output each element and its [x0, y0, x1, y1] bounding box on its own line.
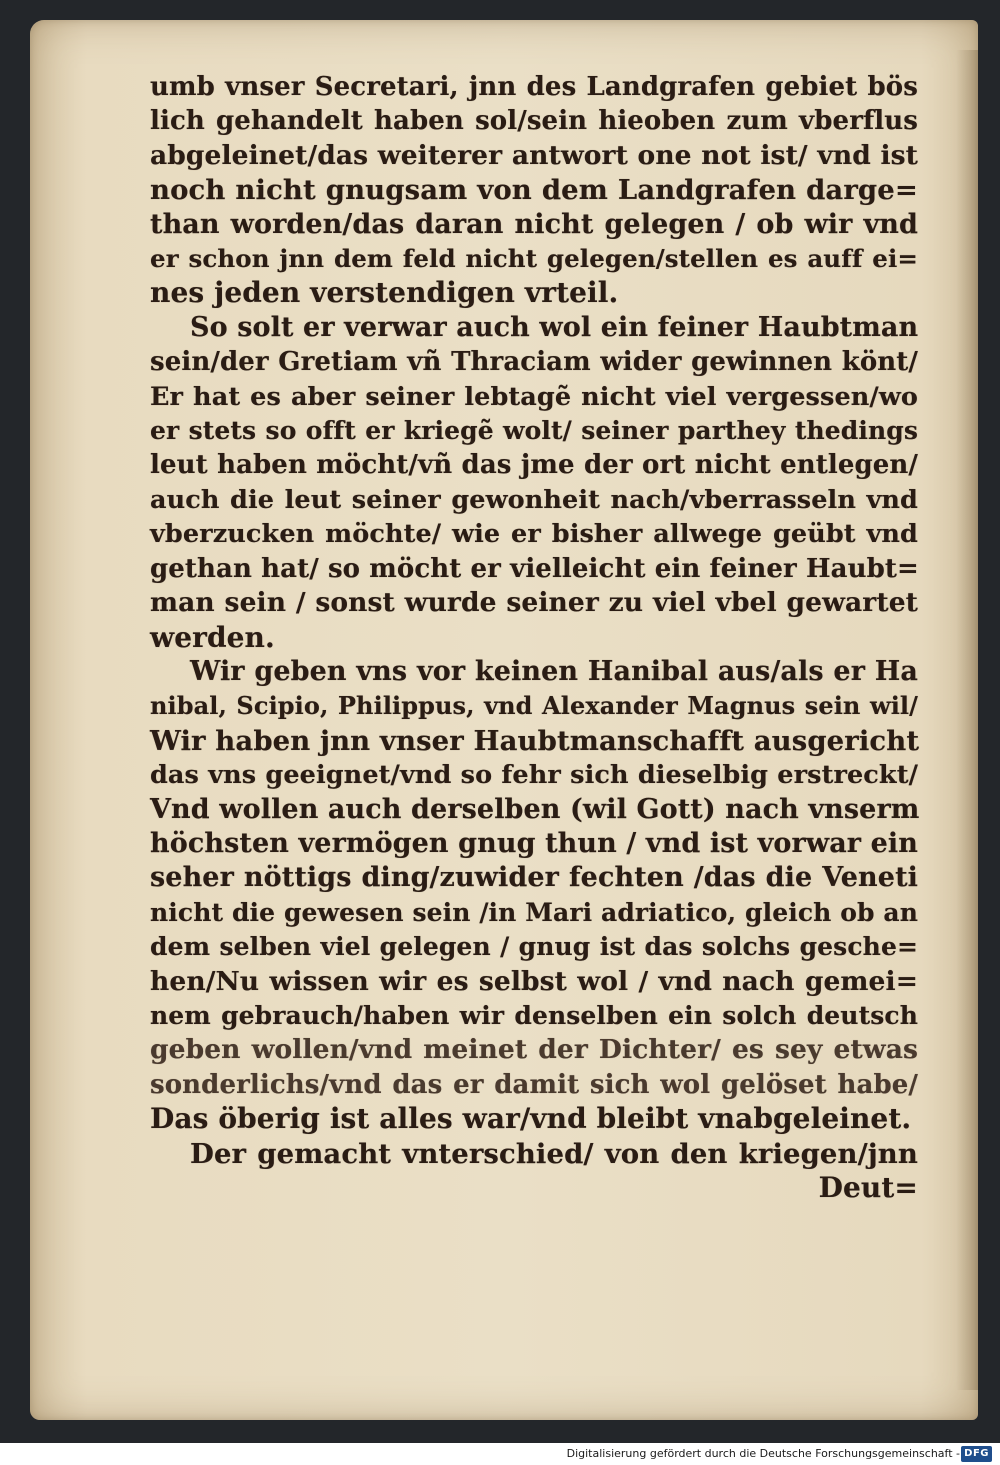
text-line: Wir haben jnn vnser Haubtmanschafft ausgericht: [150, 724, 920, 757]
text-line: umb vnser Secretari, jnn des Landgrafen gebiet bös: [150, 72, 918, 102]
text-line: noch nicht gnugsam von dem Landgrafen darge=: [150, 174, 918, 207]
paragraph-start-line: Wir geben vns vor keinen Hanibal aus/als er Ha: [190, 655, 918, 687]
text-line: abgeleinet/das weiterer antwort one not ist/ vnd ist: [150, 139, 918, 171]
text-line: geben wollen/vnd meinet der Dichter/ es sey etwas: [150, 1034, 918, 1066]
footer-bar: [0, 1443, 1000, 1465]
page-edge-shadow: [956, 50, 978, 1390]
text-line: leut haben möcht/vñ das jme der ort nicht entlegen/: [150, 450, 918, 481]
text-line: nibal, Scipio, Philippus, vnd Alexander Magnus sein wil/: [150, 691, 918, 721]
text-line: seher nöttigs ding/zuwider fechten /das die Veneti: [150, 862, 918, 894]
text-line: nes jeden verstendigen vrteil.: [150, 276, 619, 310]
text-line: sonderlichs/vnd das er damit sich wol gelöset habe/: [150, 1069, 918, 1100]
funding-note: Digitalisierung gefördert durch die Deutsche Forschungsgemeinschaft -: [566, 1447, 960, 1460]
text-line: er stets so offt er kriegẽ wolt/ seiner parthey thedings: [150, 416, 918, 446]
text-line: gethan hat/ so möcht er vielleicht ein feiner Haubt=: [150, 553, 919, 584]
text-line: werden.: [150, 620, 275, 654]
text-line: man sein / sonst wurde seiner zu viel vbel gewartet: [150, 587, 918, 619]
text-line: Vnd wollen auch derselben (wil Gott) nach vnserm: [150, 793, 920, 825]
text-line: hen/Nu wissen wir es selbst wol / vnd nach gemei=: [150, 965, 918, 997]
text-line: Er hat es aber seiner lebtagẽ nicht viel vergessen/wo: [150, 381, 918, 412]
text-line: auch die leut seiner gewonheit nach/vberrasseln vnd: [150, 484, 918, 515]
text-line: er schon jnn dem feld nicht gelegen/stellen es auff ei=: [150, 244, 918, 274]
text-line: nem gebrauch/haben wir denselben ein solch deutsch: [150, 1000, 918, 1030]
text-line: vberzucken möchte/ wie er bisher allwege geübt vnd: [150, 519, 918, 550]
dfg-logo: DFG: [961, 1446, 992, 1462]
text-line: than worden/das daran nicht gelegen / ob wir vnd: [150, 208, 918, 240]
text-line: das vns geeignet/vnd so fehr sich dieselbig erstreckt/: [150, 760, 918, 791]
page-text: [150, 70, 930, 1205]
text-line: Das öberig ist alles war/vnd bleibt vnabgeleinet.: [150, 1102, 912, 1136]
paragraph-start-line: So solt er verwar auch wol ein feiner Haubtman: [190, 311, 919, 343]
text-line: dem selben viel gelegen / gnug ist das solchs gesche=: [150, 932, 918, 962]
paragraph-start-line: Der gemacht vnterschied/ von den kriegen/jnn: [190, 1137, 918, 1170]
text-line: lich gehandelt haben sol/sein hieoben zum vberflus: [150, 106, 918, 137]
catchword: Deut=: [818, 1171, 918, 1204]
text-line: nicht die gewesen sein /in Mari adriatico, gleich ob an: [150, 897, 918, 927]
text-line: höchsten vermögen gnug thun / vnd ist vorwar ein: [150, 827, 918, 859]
text-line: sein/der Gretiam vñ Thraciam wider gewinnen könt/: [150, 347, 918, 378]
